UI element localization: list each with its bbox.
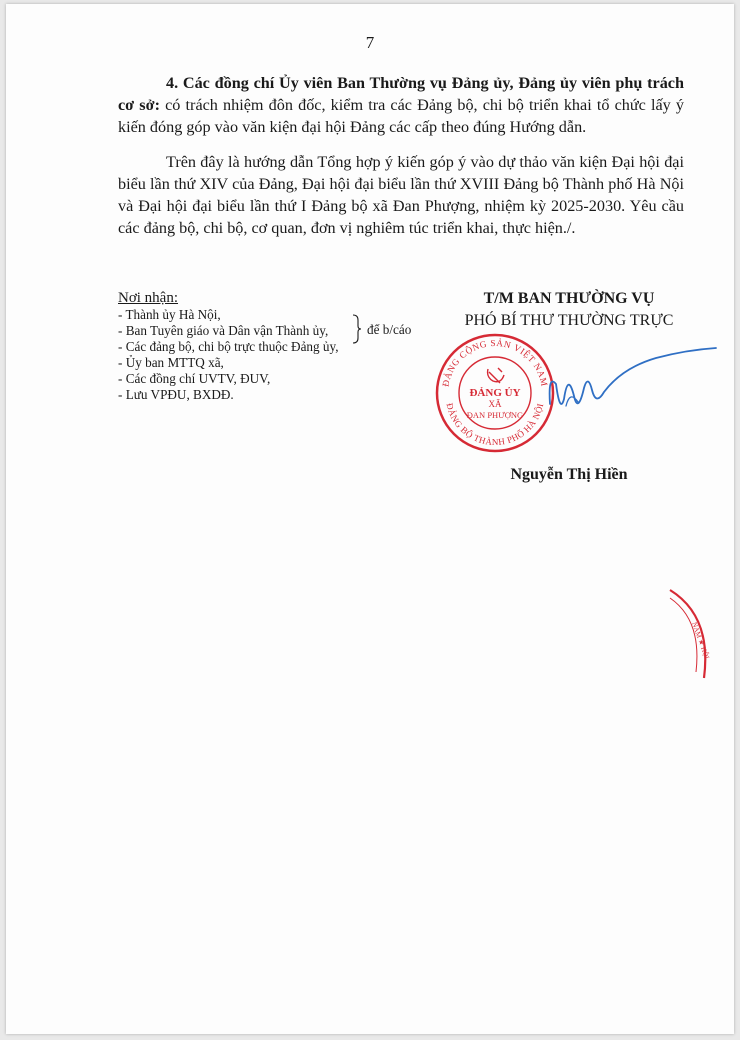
recipient-item: - Các đảng bộ, chi bộ trực thuộc Đảng ủy, bbox=[118, 339, 339, 354]
recipients-purpose-note: để b/cáo bbox=[367, 322, 412, 337]
seal-center-line1: ĐẢNG ỦY bbox=[469, 387, 521, 399]
paragraph-bold-lead: 4. Các đồng chí Ủy viên Ban Thường vụ Đảng ủy, Đảng ủy viên phụ trách cơ sở: bbox=[118, 74, 684, 114]
paragraph-responsibility bbox=[118, 72, 684, 138]
recipients-heading: Nơi nhận: bbox=[118, 290, 179, 306]
seal-center-line2: XÃ bbox=[488, 399, 502, 409]
recipient-item: - Ủy ban MTTQ xã, bbox=[118, 355, 224, 370]
seal-outer-bottom-text: ĐẢNG BỘ THÀNH PHỐ HÀ NỘI bbox=[444, 402, 546, 448]
recipient-item: - Các đồng chí UVTV, ĐUV, bbox=[118, 371, 271, 386]
signature-title-line2: PHÓ BÍ THƯ THƯỜNG TRỰC bbox=[464, 312, 674, 329]
signature-title-line1: T/M BAN THƯỜNG VỤ bbox=[483, 290, 655, 307]
curly-brace-icon bbox=[352, 314, 362, 344]
recipients-list bbox=[118, 290, 412, 403]
paragraph-conclusion bbox=[118, 151, 684, 239]
edge-seal-stamp bbox=[666, 586, 714, 682]
recipient-item: - Thành ủy Hà Nội, bbox=[118, 307, 221, 322]
edge-seal-text: NAM ★ HỘI bbox=[690, 621, 711, 661]
document-page bbox=[6, 4, 734, 1034]
handwritten-signature bbox=[526, 344, 726, 434]
seal-center-line3: ĐAN PHƯỢNG bbox=[466, 410, 524, 420]
recipient-item: - Ban Tuyên giáo và Dân vận Thành ủy, bbox=[118, 323, 329, 338]
paragraph-text: có trách nhiệm đôn đốc, kiểm tra các Đảng bộ, chi bộ triển khai tổ chức lấy ý kiến đóng góp vào văn kiện đại hội Đảng các cấp theo đúng Hướng dẫn. bbox=[118, 96, 684, 136]
hammer-sickle-icon bbox=[488, 368, 504, 383]
seal-outer-top-text: ĐẢNG CỘNG SẢN VIỆT NAM bbox=[440, 337, 550, 388]
recipient-item: - Lưu VPĐU, BXDĐ. bbox=[118, 387, 234, 402]
paragraph-conclusion-text: Trên đây là hướng dẫn Tổng hợp ý kiến góp ý vào dự thảo văn kiện Đại hội đại biểu lần thứ XIV của Đảng, Đại hội đại biểu lần thứ XVIII Đảng bộ Thành phố Hà Nội và Đại hội đại biểu lần thứ I Đảng bộ xã Đan Phượng, nhiệm kỳ 2025-2030. Yêu cầu các đảng bộ, chi bộ, cơ quan, đơn vị nghiêm túc triển khai, thực hiện./. bbox=[118, 153, 684, 237]
signer-name: Nguyễn Thị Hiền bbox=[510, 466, 628, 483]
page-number: 7 bbox=[365, 33, 375, 52]
